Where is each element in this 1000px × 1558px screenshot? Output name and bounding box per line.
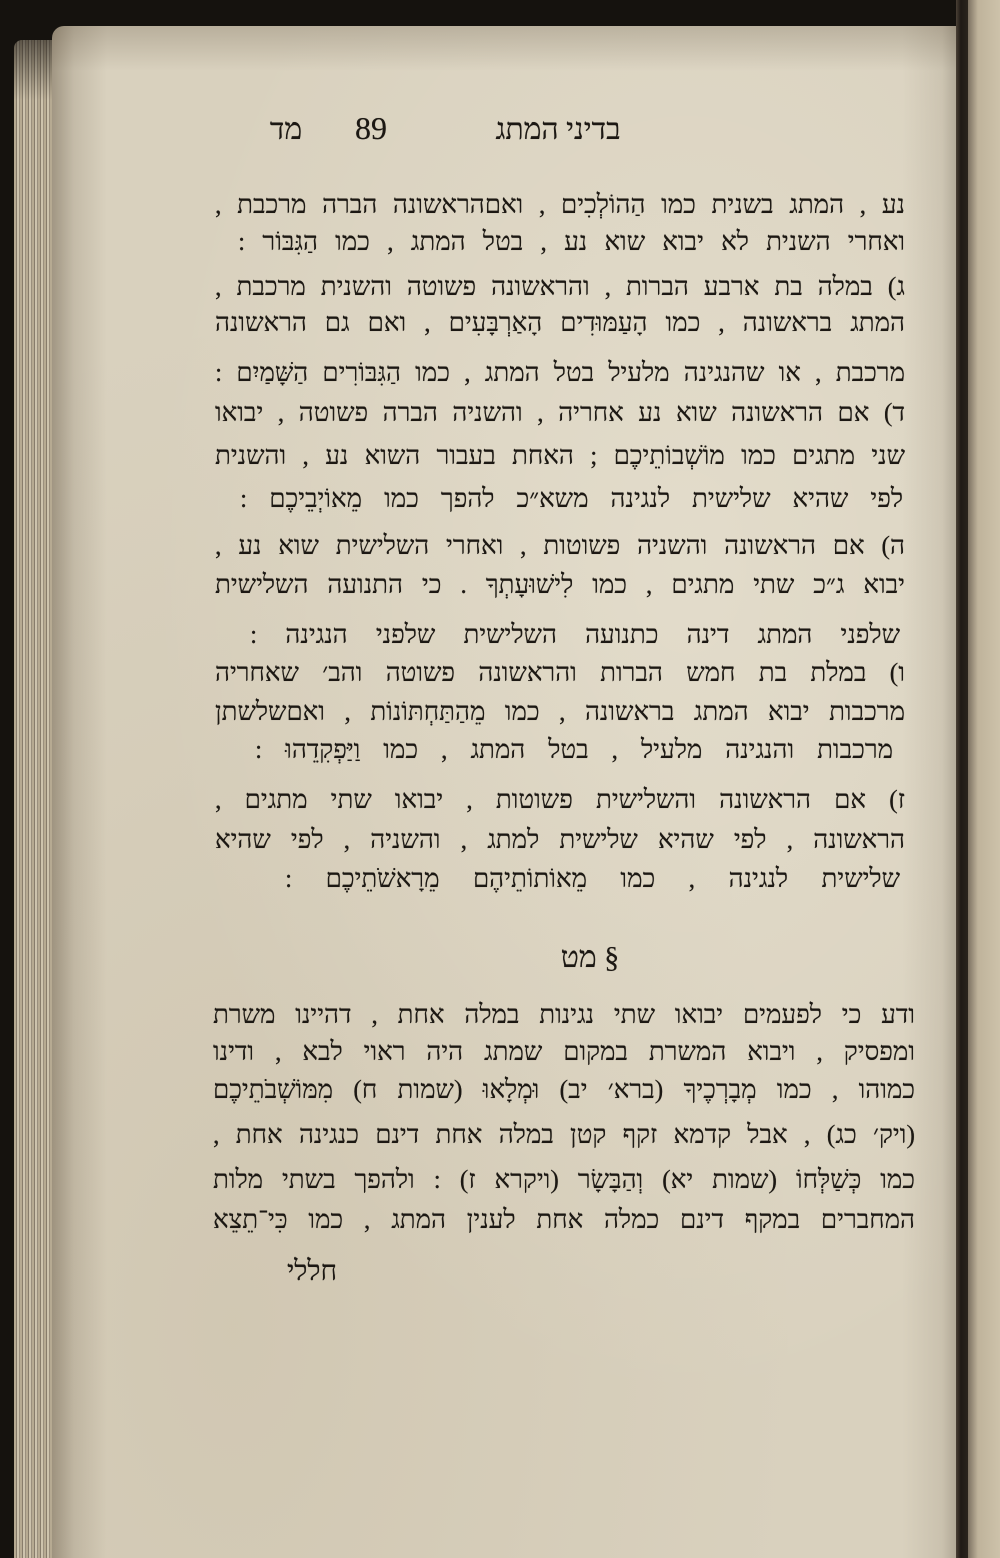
text-line: לפי שהיא שלישית לנגינה משא״כ להפך כמו מֵאוֹיְבֵיכֶם : [240,484,903,513]
text-line: הראשונה , לפי שהיא שלישית למתג , והשניה , לפי שהיא [215,825,905,854]
text-line: ג) במלה בת ארבע הברות , והראשונה פשוטה והשנית מרכבת , [215,272,905,301]
page-number: 89 [355,110,387,146]
text-line: נע , המתג בשנית כמו הַהוֹלְכִים , ואםהראשונה הברה מרכבת , [215,190,905,219]
text-line: ואחרי השנית לא יבוא שוא נע , בטל המתג , כמו הַגִּבּוֹר : [238,227,905,256]
text-line: המחברים במקף דינם כמלה אחת לענין המתג , כמו כִּי־תֵצֵא [213,1205,915,1234]
running-title: בדיני המתג [495,113,621,146]
hebrew-page-number: מד [269,113,303,146]
text-line: מרכבות והנגינה מלעיל , בטל המתג , כמו וַיַּפְקִדֵהוּ : [255,735,893,764]
text-line: ז) אם הראשונה והשלישית פשוטות , יבואו שתי מתגים , [215,785,905,814]
text-line: יבוא ג״כ שתי מתגים , כמו לִישׁוּעָתְךָ . כי התנועה השלישית [215,570,905,599]
text-line: שלישית לנגינה , כמו מֵאוֹתוֹתֵיהֶם מֵרָאשֹׁתֵיכֶם : [285,864,900,893]
text-line: כמו כְּשַׁלְּחוֹ (שמות יא) וְהַבָּשָׂר (ויקרא ז) : ולהפך בשתי מלות [213,1165,915,1194]
text-line: ד) אם הראשונה שוא נע אחריה , והשניה הברה פשוטה , יבואו [215,398,905,427]
section-heading: § מט [560,941,620,974]
text-line: מרכבות יבוא המתג בראשונה , כמו מֵהַתַּחְתּוֹנוֹת , ואםשלשתן [215,697,905,726]
facing-page-edge [968,0,1000,1558]
text-line: מרכבת , או שהנגינה מלעיל בטל המתג , כמו הַגִּבּוֹרִים הַשָּׁמַיִם : [215,358,905,387]
text-line: כמוהו , כמו מְבָרְכֶיךָ (ברא׳ יב) וּמְלָאוּ (שמות ח) מִמּוֹשְׁבֹתֵיכֶם [213,1075,915,1104]
text-line: ומפסיק , ויבוא המשרת במקום שמתג היה ראוי לבא , ודינו [213,1037,915,1066]
text-line: שני מתגים כמו מוֹשְׁבוֹתֵיכֶם ; האחת בעבור השוא נע , והשנית [215,441,905,470]
text-line: ו) במלת בת חמש הברות והראשונה פשוטה והב׳ שאחריה [215,658,905,687]
text-line: ה) אם הראשונה והשניה פשוטות , ואחרי השלישית שוא נע , [215,531,905,560]
book-gutter [956,0,968,1558]
text-line: (ויק׳ כג) , אבל קדמא זקף קטן במלה אחת דינם כנגינה אחת , [213,1120,915,1149]
text-line: שלפני המתג דינה כתנועה השלישית שלפני הנגינה : [250,620,900,649]
text-line: המתג בראשונה , כמו הָעַמּוּדִים הָאַרְבָּעִים , ואם גם הראשונה [215,308,905,337]
text-line: ודע כי לפעמים יבואו שתי נגינות במלה אחת , דהיינו משרת [213,1000,915,1029]
book-page [52,26,960,1558]
catchword: חללי [286,1256,338,1287]
